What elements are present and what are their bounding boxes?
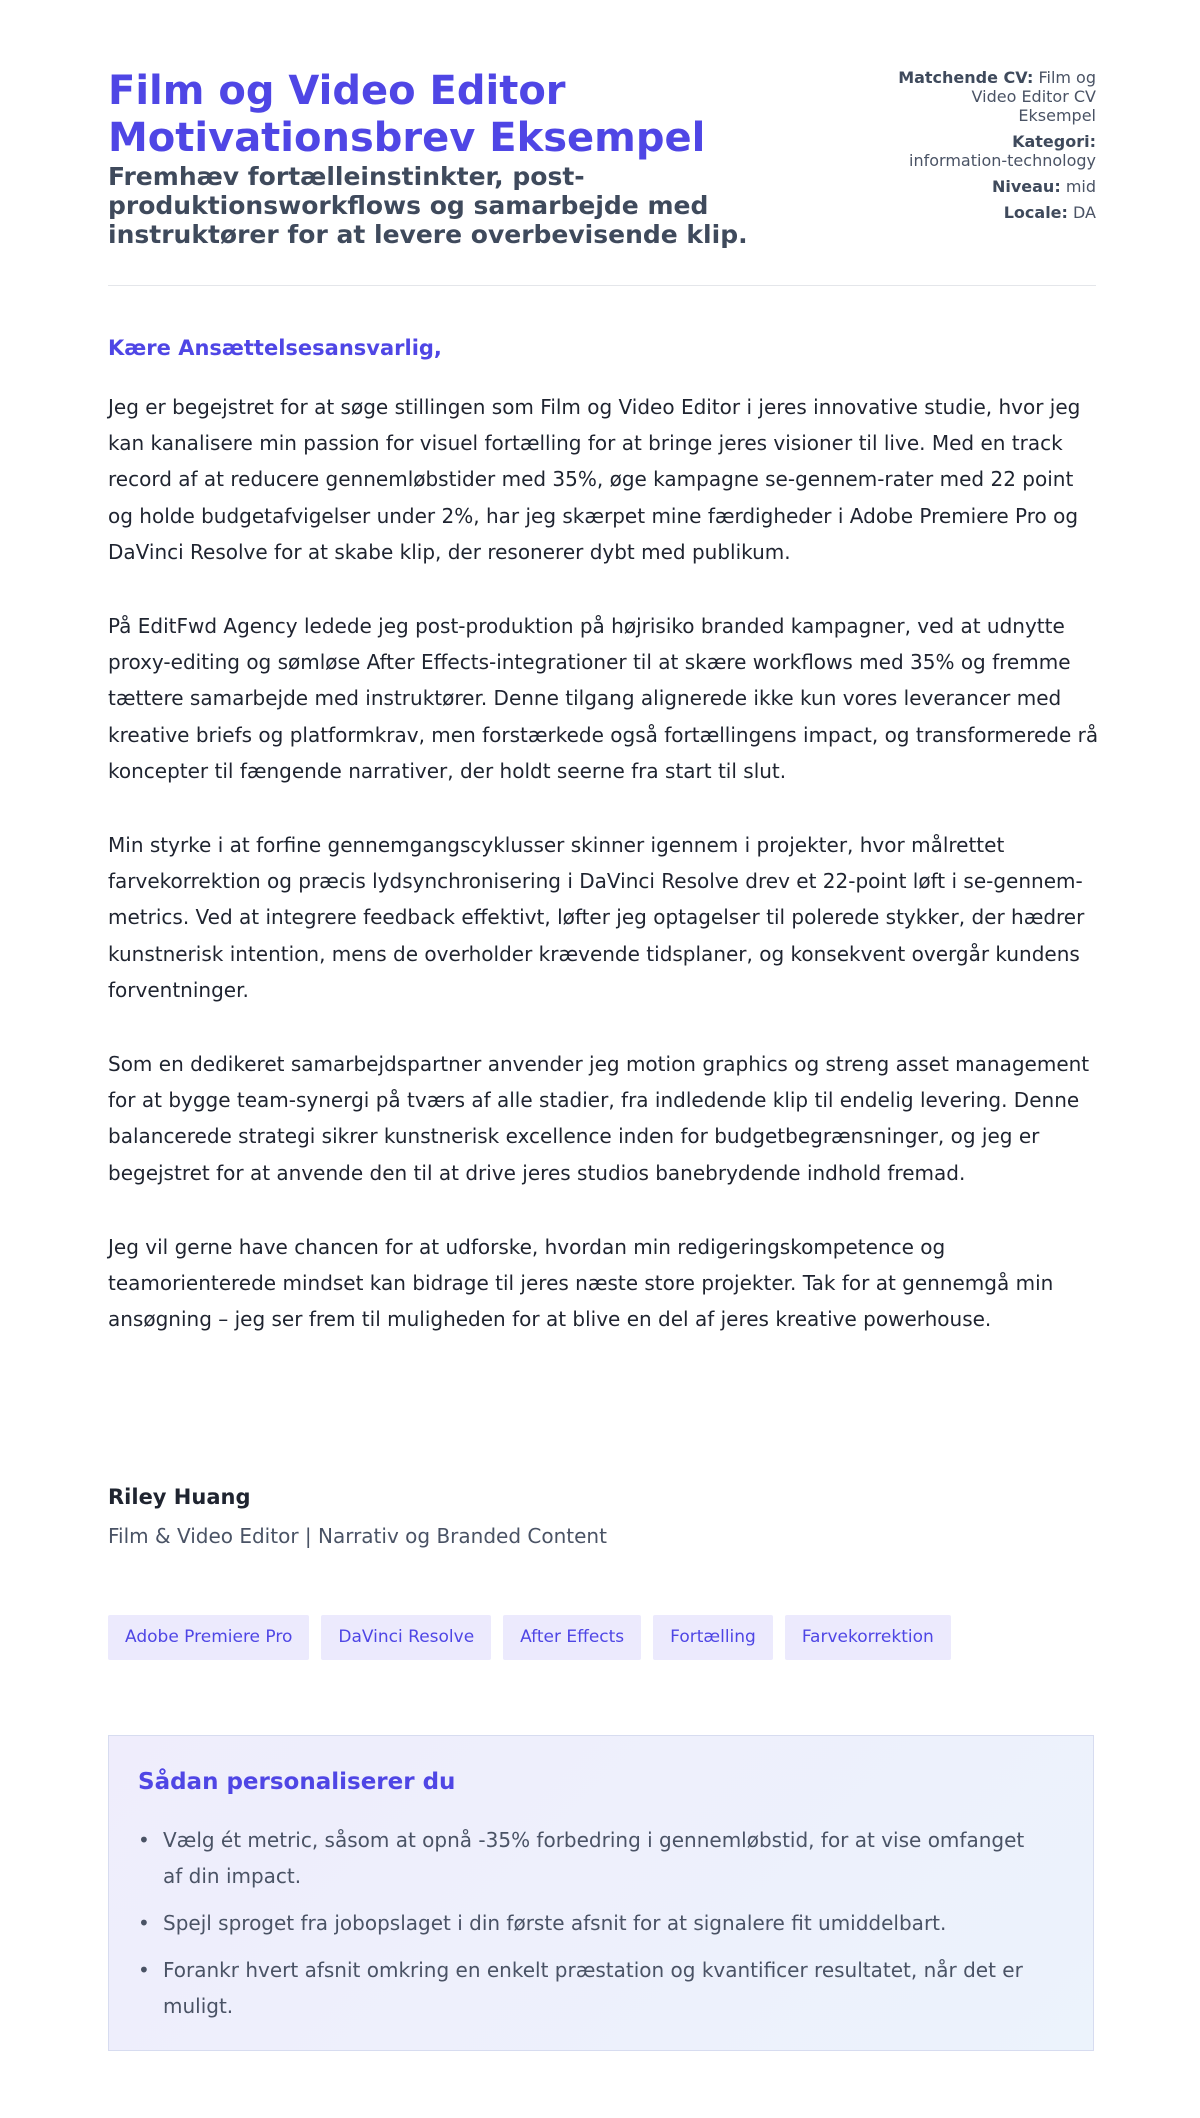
letter-salutation: Kære Ansættelsesansvarlig, <box>108 336 442 360</box>
page-title: Film og Video Editor Motivationsbrev Eksempel <box>108 68 706 161</box>
signature-name: Riley Huang <box>108 1485 251 1509</box>
personalization-tips-box <box>108 1735 1094 2051</box>
meta-level <box>896 177 1096 196</box>
skill-tag: Adobe Premiere Pro <box>108 1615 309 1660</box>
meta-locale <box>896 203 1096 222</box>
page-subtitle: Fremhæv fortælleinstinkter, post-produktionsworkflows og samarbejde med instruktører for at levere overbevisende klip. <box>108 162 748 249</box>
letter-paragraph: Min styrke i at forfine gennemgangscyklusser skinner igennem i projekter, hvor målrettet farvekorrektion og præcis lydsynchronisering i DaVinci Resolve drev et 22-point løft i se-gennem-metrics. Ved at integrere feedback effektivt, løfter jeg optagelser til polerede stykker, der hædrer kunstnerisk intention, mens de overholder krævende tidsplaner, og konsekvent overgår kundens forventninger. <box>108 833 1085 1002</box>
meta-locale-label: Locale: <box>1003 203 1068 222</box>
skill-tag: DaVinci Resolve <box>321 1615 491 1660</box>
meta-matching-cv <box>896 68 1096 125</box>
tips-list-item: • Spejl sproget fra jobopslaget i din første afsnit for at signalere fit umiddelbart. <box>163 1905 1043 1941</box>
skill-tag: Farvekorrektion <box>785 1615 951 1660</box>
page-header <box>108 68 1096 249</box>
meta-matching-cv-value: Film og Video Editor CV Eksempel <box>971 68 1096 125</box>
tips-list <box>163 1822 1043 2035</box>
meta-level-value: mid <box>1065 177 1096 196</box>
meta-level-label: Niveau: <box>991 177 1061 196</box>
meta-locale-value: DA <box>1073 203 1096 222</box>
letter-paragraph: Jeg vil gerne have chancen for at udforske, hvordan min redigeringskompetence og teamorienterede mindset kan bidrage til jeres næste store projekter. Tak for at gennemgå min ansøgning – jeg ser frem til muligheden for at blive en del af jeres kreative powerhouse. <box>108 1234 1054 1332</box>
meta-category-label: Kategori: <box>1012 132 1096 151</box>
tips-title: Sådan personaliserer du <box>138 1769 456 1795</box>
letter-body <box>108 389 1100 1375</box>
signature-role: Film & Video Editor | Narrativ og Branded Content <box>108 1524 607 1548</box>
tips-list-item: • Forankr hvert afsnit omkring en enkelt præstation og kvantificer resultatet, når det er muligt. <box>163 1952 1043 2024</box>
meta-panel <box>896 68 1096 229</box>
header-divider <box>108 285 1096 286</box>
tips-list-item: • Vælg ét metric, såsom at opnå -35% forbedring i gennemløbstid, for at vise omfanget af din impact. <box>163 1822 1043 1894</box>
signature-block <box>108 1484 1096 1548</box>
meta-category-value: information-technology <box>909 151 1096 170</box>
meta-matching-cv-label: Matchende CV: <box>898 68 1034 87</box>
letter-paragraph: Som en dedikeret samarbejdspartner anvender jeg motion graphics og streng asset management for at bygge team-synergi på tværs af alle stadier, fra indledende klip til endelig levering. Denne balancerede strategi sikrer kunstnerisk excellence inden for budgetbegrænsninger, og jeg er begejstret for at anvende den til at drive jeres studios banebrydende indhold fremad. <box>108 1052 1090 1185</box>
skill-tags <box>108 1615 951 1660</box>
letter-paragraph: Jeg er begejstret for at søge stillingen som Film og Video Editor i jeres innovative studie, hvor jeg kan kanalisere min passion for visuel fortælling for at bringe jeres visioner til live. Med en track record af at reducere gennemløbstider med 35%, øge kampagne se-gennem-rater med 22 point og holde budgetafvigelser under 2%, har jeg skærpet mine færdigheder i Adobe Premiere Pro og DaVinci Resolve for at skabe klip, der resonerer dybt med publikum. <box>108 395 1081 564</box>
meta-category <box>896 132 1096 170</box>
letter-paragraph: På EditFwd Agency ledede jeg post-produktion på højrisiko branded kampagner, ved at udnytte proxy-editing og sømløse After Effects-integrationer til at skære workflows med 35% og fremme tættere samarbejde med instruktører. Denne tilgang alignerede ikke kun vores leverancer med kreative briefs og platformkrav, men forstærkede også fortællingens impact, og transformerede rå koncepter til fængende narrativer, der holdt seerne fra start til slut. <box>108 614 1099 783</box>
skill-tag: Fortælling <box>653 1615 773 1660</box>
skill-tag: After Effects <box>503 1615 641 1660</box>
